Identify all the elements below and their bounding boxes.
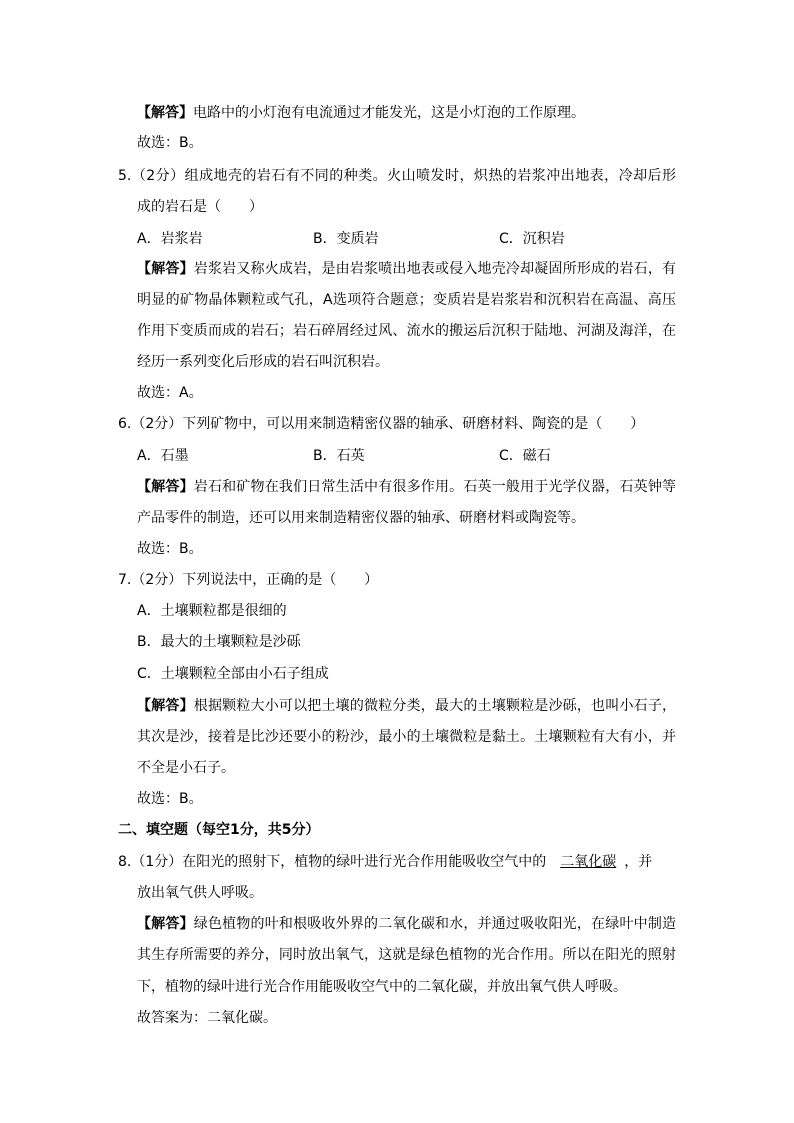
q5-option-c: C．沉积岩 [499,231,565,247]
q8-answer: 其生存所需要的养分，同时放出氧气，这就是绿色植物的光合作用。所以在阳光的照射 [137,947,676,963]
q5-choice: 故选：A。 [137,385,203,401]
q5-answer: 经历一系列变化后形成的岩石叫沉积岩。 [137,354,389,370]
q7-option-a: A．土壤颗粒都是很细的 [137,603,287,619]
q6-option-b: B．石英 [313,448,365,464]
q5-answer: 作用下变质而成的岩石；岩石碎屑经过风、流水的搬运后沉积于陆地、河湖及海洋，在 [137,323,676,339]
q8-stem: 8.（1分）在阳光的照射下，植物的绿叶进行光合作用能吸收空气中的 二氧化碳 ，并 [118,854,653,870]
q6-option-c: C．磁石 [499,448,551,464]
section-heading: 二、填空题（每空1分，共5分） [118,822,320,838]
q4-answer: 【解答】电路中的小灯泡有电流通过才能发光，这是小灯泡的工作原理。 [137,105,585,121]
q8-answer: 【解答】绿色植物的叶和根吸收外界的二氧化碳和水，并通过吸收阳光，在绿叶中制造 [137,916,676,932]
q6-choice: 故选：B。 [137,541,203,557]
q5-option-a: A．岩浆岩 [137,231,203,247]
q6-answer: 【解答】岩石和矿物在我们日常生活中有很多作用。石英一般用于光学仪器，石英钟等 [137,479,676,495]
q8-choice: 故答案为：二氧化碳。 [137,1010,277,1026]
answer-blank: 二氧化碳 [560,854,617,870]
q7-answer: 其次是沙，接着是比沙还要小的粉沙，最小的土壤微粒是黏土。土壤颗粒有大有小，并 [137,729,676,745]
q7-answer: 不全是小石子。 [137,760,235,776]
q6-option-a: A．石墨 [137,448,189,464]
q5-option-b: B．变质岩 [313,231,379,247]
q5-answer: 明显的矿物晶体颗粒或气孔，A选项符合题意；变质岩是岩浆岩和沉积岩在高温、高压 [137,292,676,308]
q7-choice: 故选：B。 [137,791,203,807]
q5-answer: 【解答】岩浆岩又称火成岩，是由岩浆喷出地表或侵入地壳冷却凝固所形成的岩石，有 [137,261,676,277]
q8-answer: 下，植物的绿叶进行光合作用能吸收空气中的二氧化碳，并放出氧气供人呼吸。 [137,979,627,995]
q4-choice: 故选：B。 [137,135,203,151]
q7-answer: 【解答】根据颗粒大小可以把土壤的微粒分类，最大的土壤颗粒是沙砾，也叫小石子， [137,698,676,714]
q6-answer: 产品零件的制造，还可以用来制造精密仪器的轴承、研磨材料或陶瓷等。 [137,510,585,526]
q7-stem: 7.（2分）下列说法中，正确的是（ ） [118,572,379,588]
q5-stem: 成的岩石是（ ） [137,199,263,215]
q7-option-b: B．最大的土壤颗粒是沙砾 [137,634,301,650]
q5-stem: 5.（2分）组成地壳的岩石有不同的种类。火山喷发时，炽热的岩浆冲出地表，冷却后形 [118,168,676,184]
q6-stem: 6.（2分）下列矿物中，可以用来制造精密仪器的轴承、研磨材料、陶瓷的是（ ） [118,416,645,432]
q8-stem: 放出氧气供人呼吸。 [137,885,263,901]
q7-option-c: C．土壤颗粒全部由小石子组成 [137,666,329,682]
